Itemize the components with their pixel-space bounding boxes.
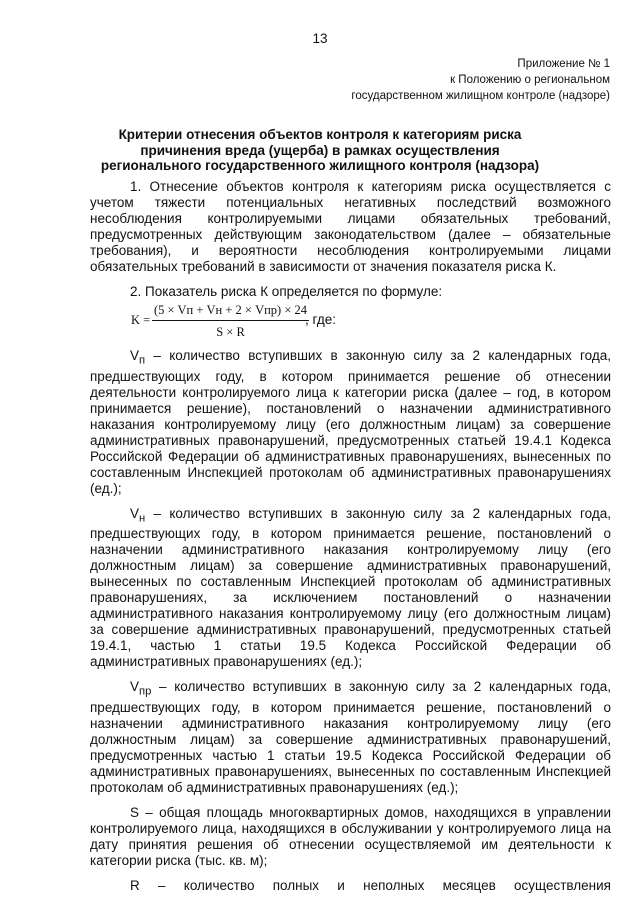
def-symbol: V [130,505,140,521]
def-text: – количество вступивших в законную силу за 2 календарных года, предшествующих году, в котором принимается решение об отнесении деятельности контролируемого лица к категории риска (далее – год, в котором принимается решение), постановлений о назначении административного наказания контролируемому лицу (его должностным лицам) за совершение административных правонарушений, предусмотренных статьей 19.4.1 Кодекса Российской Федерации об административных правонарушениях, вынесенных по составленным Инспекцией протоколам об административных правонарушениях (ед.); [90,348,611,496]
formula-where: , где: [305,312,336,327]
def-text: – количество вступивших в законную силу за 2 календарных года, предшествующих году, в котором принимается решение, постановлений о назначении административного наказания контролируемому лицу (его должностным лицам) за совершение административных правонарушений, вынесенных по составленным Инспекцией протоколам об административных правонарушениях, за исключением постановлений о назначении административного наказания контролируемому лицу (его должностным лицам) за совершение административных правонарушений, предусмотренных статьей 19.4.1, частью 1 статьи 19.5 Кодекса Российской Федерации об административных правонарушениях (ед.); [90,505,611,670]
formula-denominator: S × R [216,325,245,339]
def-subscript: н [139,512,146,525]
formula-numerator: (5 × Vп + Vн + 2 × Vпр) × 24 [152,302,309,321]
formula-lhs: K = [131,313,151,327]
def-symbol: V [130,679,140,695]
def-subscript: пр [139,686,152,699]
document-body [90,179,611,894]
def-text: – количество вступивших в законную силу за 2 календарных года, предшествующих году, в котором принимается решение, постановлений о назначении административного наказания контролируемому лицу (его должностным лицам) за совершение административных правонарушений, предусмотренных частью 1 статьи 19.5 Кодекса Российской Федерации об административных правонарушениях, вынесенных по составленным Инспекцией протоколам об административных правонарушениях (ед.); [90,679,611,796]
definition-s [90,805,611,869]
def-subscript: п [139,354,146,367]
document-title: Критерии отнесения объектов контроля к категориям риска причинения вреда (ущерба) в рамках осуществления регионального государственного жилищного контроля (надзора) [100,127,540,173]
definition-vn [90,506,611,671]
appendix-line-1: Приложение № 1 [517,58,610,70]
risk-formula [90,302,611,342]
definition-r: R – количество полных и неполных месяцев осуществления [130,878,611,894]
definition-vp [90,348,611,497]
paragraph-2: 2. Показатель риска К определяется по формуле: [130,284,443,299]
appendix-line-2: к Положению о региональном [450,74,610,86]
appendix-header [351,56,610,104]
page-number: 13 [312,31,328,46]
def-text: – общая площадь многоквартирных домов, находящихся в управлении контролируемого лица, находящихся в обслуживании у контролируемого лица на дату принятия решения об отнесении осуществляемой им деятельности к категории риска (тыс. кв. м); [90,805,611,869]
formula-fraction [152,302,309,340]
appendix-line-3: государственном жилищном контроле (надзоре) [351,90,610,102]
def-symbol: S [130,805,140,821]
definition-vpr [90,679,611,796]
def-symbol: V [130,348,140,363]
paragraph-1: 1. Отнесение объектов контроля к категориям риска осуществляется с учетом тяжести потенциальных негативных последствий возможного несоблюдения контролируемыми лицами обязательных требований, предусмотренных действующим законодательством (далее – обязательные требования), и вероятности несоблюдения контролируемыми лицами обязательных требований в зависимости от значения показателя риска К. [90,179,611,274]
